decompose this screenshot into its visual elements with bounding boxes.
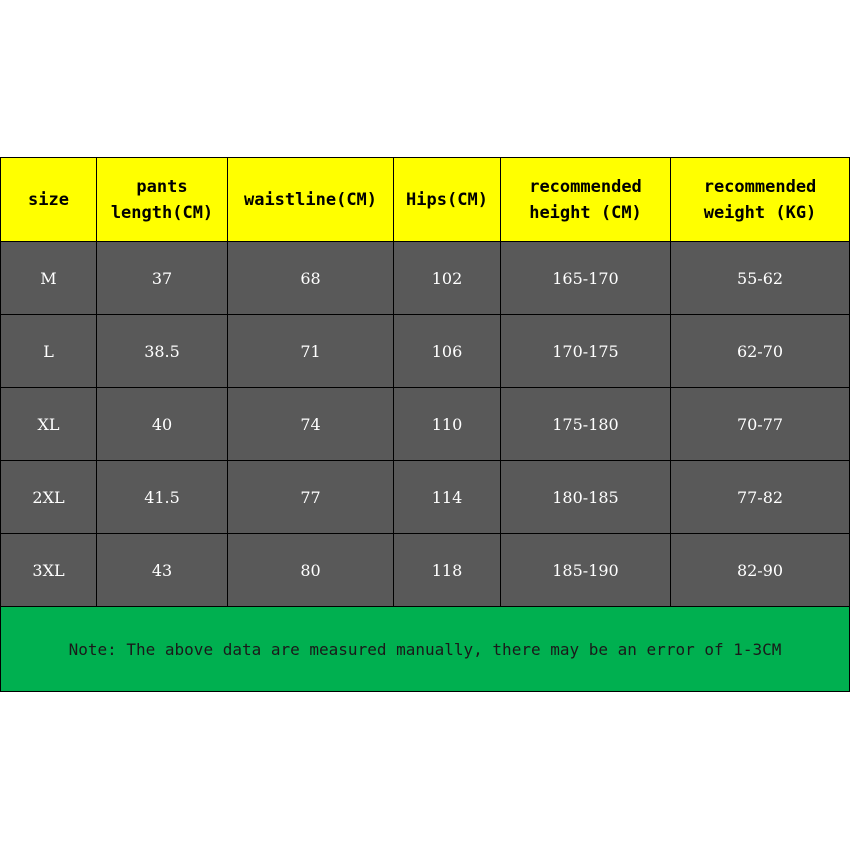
cell-size: 3XL (1, 534, 97, 607)
cell-waistline: 68 (228, 242, 394, 315)
cell-size: M (1, 242, 97, 315)
cell-waistline: 77 (228, 461, 394, 534)
cell-recommended-height: 185-190 (501, 534, 671, 607)
cell-pants-length: 41.5 (97, 461, 228, 534)
header-recommended-height: recommended height (CM) (501, 158, 671, 242)
cell-pants-length: 40 (97, 388, 228, 461)
size-table (0, 157, 850, 692)
table-row (1, 461, 850, 534)
table-row (1, 242, 850, 315)
header-pants-length: pants length(CM) (97, 158, 228, 242)
cell-size: 2XL (1, 461, 97, 534)
header-waistline: waistline(CM) (228, 158, 394, 242)
cell-recommended-weight: 77-82 (671, 461, 850, 534)
cell-hips: 114 (394, 461, 501, 534)
cell-hips: 110 (394, 388, 501, 461)
header-row (1, 158, 850, 242)
size-chart (0, 157, 849, 692)
cell-size: L (1, 315, 97, 388)
cell-recommended-height: 180-185 (501, 461, 671, 534)
cell-waistline: 80 (228, 534, 394, 607)
cell-pants-length: 38.5 (97, 315, 228, 388)
cell-hips: 106 (394, 315, 501, 388)
cell-recommended-weight: 70-77 (671, 388, 850, 461)
cell-size: XL (1, 388, 97, 461)
cell-recommended-weight: 62-70 (671, 315, 850, 388)
cell-waistline: 74 (228, 388, 394, 461)
header-recommended-weight: recommended weight (KG) (671, 158, 850, 242)
measurement-note: Note: The above data are measured manually, there may be an error of 1-3CM (1, 607, 850, 692)
cell-hips: 118 (394, 534, 501, 607)
header-size: size (1, 158, 97, 242)
note-row (1, 607, 850, 692)
cell-recommended-height: 165-170 (501, 242, 671, 315)
cell-recommended-weight: 55-62 (671, 242, 850, 315)
cell-waistline: 71 (228, 315, 394, 388)
cell-pants-length: 43 (97, 534, 228, 607)
table-row (1, 534, 850, 607)
cell-recommended-height: 170-175 (501, 315, 671, 388)
table-row (1, 315, 850, 388)
cell-pants-length: 37 (97, 242, 228, 315)
cell-hips: 102 (394, 242, 501, 315)
header-hips: Hips(CM) (394, 158, 501, 242)
cell-recommended-height: 175-180 (501, 388, 671, 461)
table-row (1, 388, 850, 461)
cell-recommended-weight: 82-90 (671, 534, 850, 607)
